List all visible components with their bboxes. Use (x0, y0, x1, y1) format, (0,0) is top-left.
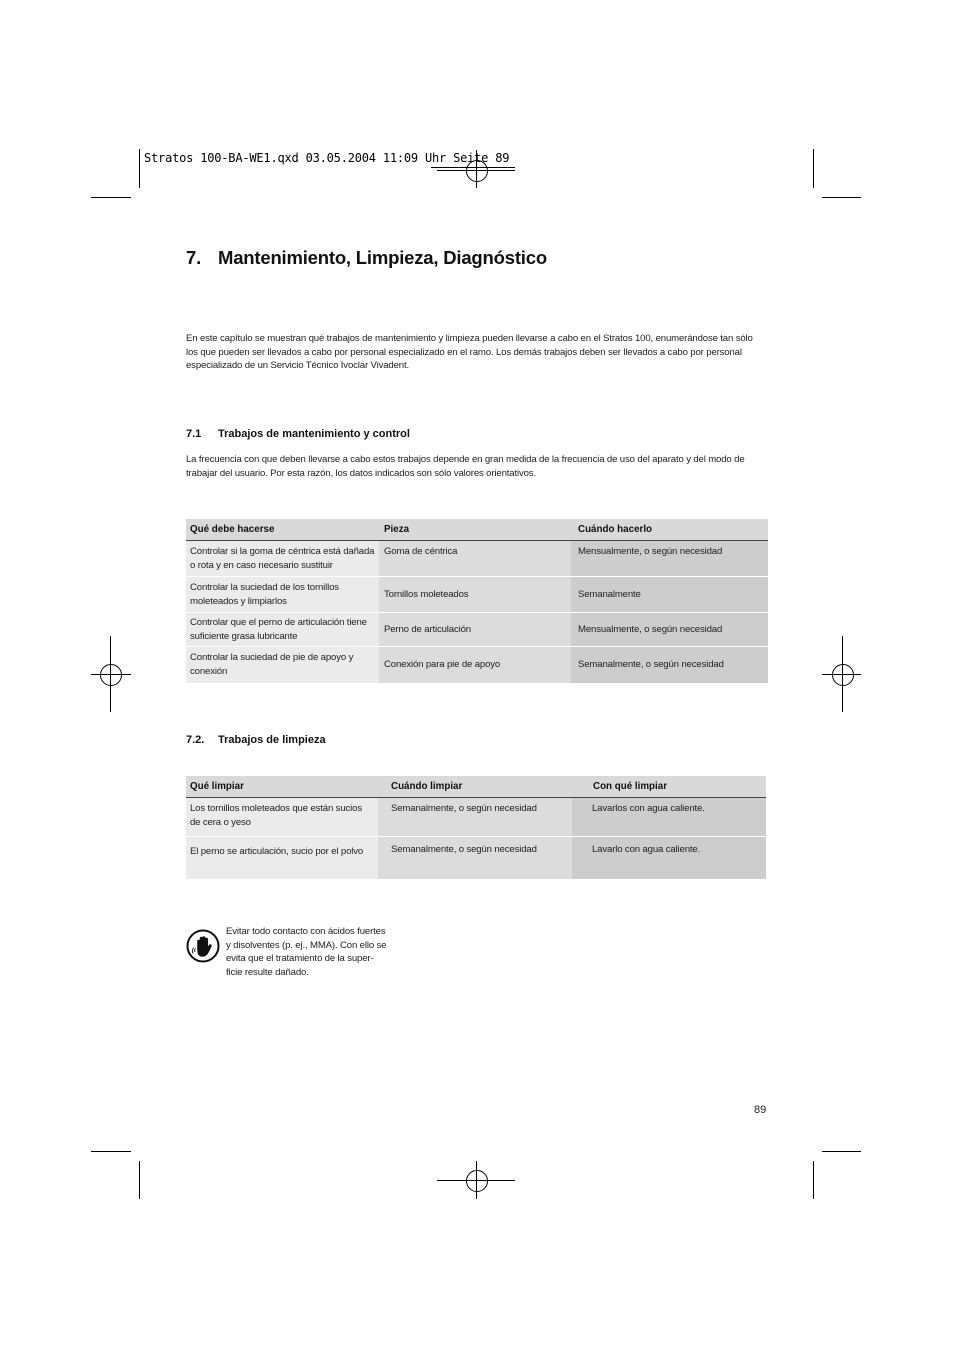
table-cell: Los tornillos moleteados que están sucios de cera o yeso (186, 798, 378, 836)
header-cell: Pieza (384, 524, 410, 535)
crop-mark (139, 149, 140, 188)
warning-line: y disolventes (p. ej., MMA). Con ello se (226, 939, 387, 951)
chapter-title: Mantenimiento, Limpieza, Diagnóstico (218, 247, 547, 268)
crop-mark (813, 149, 814, 188)
warning-line: ficie resulte dañado. (226, 966, 309, 978)
slug-underline (431, 167, 515, 168)
cleaning-table (186, 776, 766, 879)
warning-line: Evitar todo contacto con ácidos fuertes (226, 926, 386, 937)
warning-note (226, 925, 401, 979)
page-title (186, 247, 547, 269)
table-cell: Controlar si la goma de céntrica está dañada o rota y en caso necesario sustituir (186, 541, 379, 576)
table-cell: Mensualmente, o según necesidad (571, 541, 768, 576)
warning-line: evita que el tratamiento de la super- (226, 953, 374, 965)
table-cell: Conexión para pie de apoyo (379, 647, 571, 683)
table-header (186, 519, 768, 541)
crop-mark (822, 1151, 861, 1152)
header-cell: Qué debe hacerse (190, 524, 275, 535)
stop-hand-icon (186, 929, 220, 963)
table-cell: Controlar que el perno de articulación tiene suficiente grasa lubricante (186, 613, 379, 646)
header-cell: Con qué limpiar (593, 781, 668, 792)
print-slug: Stratos 100-BA-WE1.qxd 03.05.2004 11:09 Uhr Seite 89 (144, 151, 510, 165)
table-cell: Controlar la suciedad de pie de apoyo y conexión (186, 647, 379, 683)
table-cell: Perno de articulación (379, 613, 571, 646)
page-number: 89 (754, 1104, 767, 1116)
crop-mark (91, 1151, 131, 1152)
header-cell: Cuándo hacerlo (578, 524, 653, 535)
section-heading-cleaning: 7.2. Trabajos de limpieza (186, 734, 326, 746)
section-heading-maintenance: 7.1 Trabajos de mantenimiento y control (186, 428, 410, 440)
crop-mark (139, 1161, 140, 1199)
table-cell: Semanalmente, o según necesidad (378, 837, 572, 879)
table-cell: Lavarlos con agua caliente. (572, 798, 766, 836)
table-row (186, 798, 766, 836)
crop-mark (822, 197, 861, 198)
table-cell: Semanalmente, o según necesidad (378, 798, 572, 836)
table-row (186, 541, 768, 576)
table-row (186, 613, 768, 646)
table-cell: Semanalmente, o según necesidad (571, 647, 768, 683)
maintenance-table (186, 519, 768, 683)
table-cell: Mensualmente, o según necesidad (571, 613, 768, 646)
crop-mark (813, 1161, 814, 1199)
intro-paragraph: En este capítulo se muestran qué trabajos de mantenimiento y limpieza pueden llevarse a cabo en el Stratos 100, enumerándose tan sólo los que pueden ser llevados a cabo por personal especializado en el ramo. Los demás trabajos deben ser llevados a cabo por personal especializado de un Servicio Técnico Ivoclar Vivadent. (186, 333, 753, 371)
table-row (186, 577, 768, 612)
table-cell: Semanalmente (571, 577, 768, 612)
table-cell: Lavarlo con agua caliente. (572, 837, 766, 879)
crop-mark (91, 197, 131, 198)
table-cell: Goma de céntrica (379, 541, 571, 576)
table-cell: Tornillos moleteados (379, 577, 571, 612)
table-row (186, 837, 766, 879)
maintenance-paragraph: La frecuencia con que deben llevarse a cabo estos trabajos depende en gran medida de la frecuencia de uso del aparato y del modo de trabajar del usuario. Por esta razón, los datos indicados son sólo valores orientativos. (186, 454, 745, 479)
table-row (186, 647, 768, 683)
table-header (186, 776, 766, 798)
chapter-number: 7. (186, 247, 202, 268)
header-cell: Qué limpiar (190, 781, 244, 792)
table-cell: Controlar la suciedad de los tornillos moleteados y limpiarlos (186, 577, 379, 612)
header-cell: Cuándo limpiar (391, 781, 463, 792)
table-cell: El perno se articulación, sucio por el polvo (186, 837, 378, 879)
